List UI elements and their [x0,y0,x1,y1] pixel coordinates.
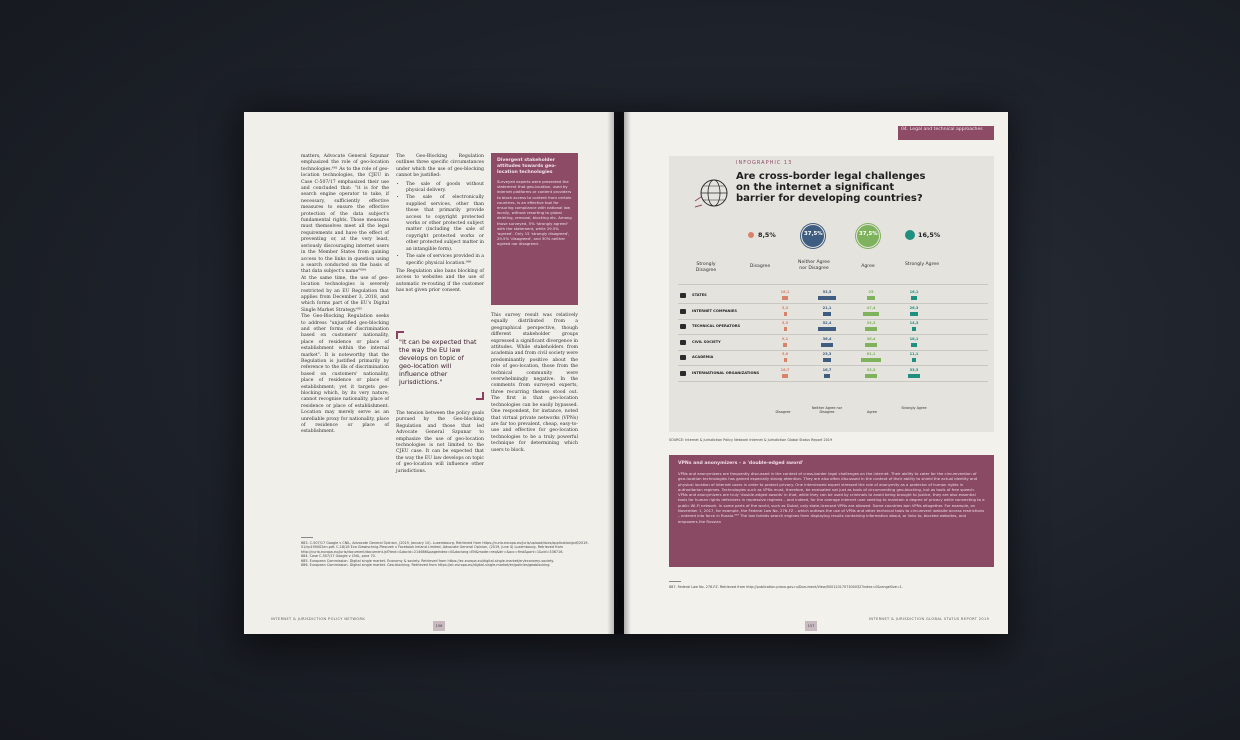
chart-bar [818,327,836,331]
infographic-label: INFOGRAPHIC 13 [736,160,793,166]
summary-strongly-agree: 16,5% [918,231,941,239]
footnote: 684. Case C-507/17 Google v CNIL, para 70. [301,554,376,559]
pull-quote: "It can be expected that the way the EU law develops on topic of geo-location will influence other jurisdictions." [399,338,477,386]
list-item: • The sale of goods without physical delivery. [406,182,484,195]
data-label: 53,5 [822,290,832,294]
header-agree: Agree [861,264,875,269]
chart-bar [823,358,831,362]
row-divider [678,381,988,382]
chart-bar [865,327,876,331]
row-divider [678,303,988,304]
summary-disagree: 8,5% [758,231,776,239]
sidebox-body: Surveyed experts were presented the statement that geo-location, used by internet platforms or content providers to block access to content from certain countries, is an effective tool for ensuring compliance with national law locally, without resorting to global deleting, removal, blocking etc. Among those surveyed, 5% 'strongly agreed' with the statement, while 29.5% 'agreed'. Only 15 'strongly disagreed', 29.5% 'disagreed', and 30% neither agreed nor disagreed. [497,179,572,247]
row-icon [680,293,686,298]
paragraph: matters, Advocate General Szpunar emphasized the role of geo-location technologies.⁶⁸¹ As to the role of geo-location technologies, the CJEU in Case C-507/17 emphasized their use and concluded that: "it is for the search engine operator to take, if necessary, sufficiently effective measures to ensure the effective protection of the data subject's fundamental rights. Those measures must themselves meet all the legal requirements and have the effect of preventing or, at the very least, seriously discouraging internet users in the Member States from gaining access to the links in question using a search conducted on the basis of that data subject's name"⁶⁸⁴ [301,154,389,275]
chart-bar [818,296,836,300]
vpn-box-body: VPNs and anonymizers are frequently discussed in the context of cross-border legal challenges on the internet. Their ability to cater for the circumvention of geo-location technologies has gained especially strong attention. They are also often discussed in the context of their ability to shield the actual identity and physical location of internet users in order to protect privacy. One interviewed expert stressed the role of anonymity as a protector of human rights in authoritarian regimes. Technologies such as VPNs must, therefore, be evaluated not just as tools of circumventing geo-blocking, but as tools of free speech. VPNs and anonymizers are truly 'double-edged swords' in that, while they can be used by criminals to avoid being brought to justice, they are also essential tools for human rights defenders in repressive regimes – and indeed, for the average internet user seeking to maintain a degree of privacy while connecting to a public Wi-Fi network. In some parts of the world, such as Dubai, only state-licensed VPNs are allowed. Some countries ban VPNs altogether. For example, on November 1, 2017, for example, the Federal Law No. 276-FZ – which outlaws the use of VPNs and other technical tools to circumvent website access restrictions – entered into force in Russia.⁶⁸⁷ The law forbids search engines from displaying results containing information about, or links to, blocked websites, and empowers the Russian [678,471,985,524]
chart-bar [912,358,916,362]
chart-bar [823,312,830,316]
bottom-label-disagree: Disagree [775,410,791,414]
stakeholder-sidebox [491,153,578,305]
data-label: 21,1 [822,305,832,310]
data-label: 9,1 [781,336,789,341]
row-divider [678,319,988,320]
table-divider [678,284,988,285]
data-label: 16,1 [780,290,790,294]
chart-bar [824,374,830,378]
row-label: ACADEMIA [692,355,714,360]
paragraph: The Geo-Blocking Regulation seeks to address "unjustified geo-blocking and other forms of discrimination based on customers' nationality, place of residence or place of establishment within the internal market". It is noteworthy that the Regulation is justified primarily by reference to the ills of discrimination based on customers' nationality, place of residence or place of establishment; yet it targets geo-blocking which, by its very nature, cannot recognise nationality, place of residence or place of establishment. Location may merely serve as an unreliable proxy for nationality, place of residence or place of establishment. [301,314,389,435]
data-label: 61,1 [866,352,876,357]
bullet-list [396,182,484,267]
running-head-left: INTERNET & JURISDICTION POLICY NETWORK [271,617,366,621]
row-label: CIVIL SOCIETY [692,339,721,344]
data-label: 33,3 [866,321,876,326]
row-icon [680,371,686,376]
chart-bar [821,343,833,347]
chart-bar [863,312,879,316]
vpn-box [669,455,994,567]
infographic-source: SOURCE: Internet & Jurisdiction Policy Network Internet & Jurisdiction Global Status Report 2019 [669,438,833,442]
chart-bar [865,343,877,347]
row-icon [680,309,686,314]
chart-bar [912,327,917,331]
left-column-1 [301,154,389,436]
paragraph: At the same time, the use of geo-location technologies is severely restricted by an EU Regulation that applies from December 3, 2018, and which forms part of the EU's Digital Single Market Strategy.⁶⁸⁵ [301,275,389,313]
header-strongly-agree: Strongly Agree [904,262,940,267]
footnote: 686. European Commission. Digital single market. Geo-blocking. Retrieved from https://ec.europa.eu/digital-single-market/en/policies/geoblocking. [301,563,551,568]
quote-mark-close [476,392,484,400]
footnotes [301,541,591,567]
row-label: INTERNET COMPANIES [692,308,737,313]
running-head-right: INTERNET & JURISDICTION GLOBAL STATUS REPORT 2019 [869,617,990,621]
summary-dot-disagree [748,232,754,238]
chart-bar [782,296,787,300]
row-icon [680,340,686,345]
header-neither: Neither Agree nor Disagree [798,260,830,271]
footnote-rule [669,581,681,582]
data-label: 11,1 [909,352,919,357]
data-label: 26,3 [909,305,919,310]
summary-dot-strongly-agree [905,230,915,240]
chart-bar [861,358,882,362]
chart-bar [783,343,786,347]
vpn-box-title: VPNs and anonymizers – a 'double-edged sword' [678,461,804,466]
chart-bar [908,374,919,378]
left-column-3 [491,313,578,454]
bottom-label-neither: Neither Agree nor Disagree [811,406,843,415]
list-item: • The sale of services provided in a specific physical location.⁶⁸⁶ [406,254,484,267]
data-label: 23,3 [822,352,832,357]
row-divider [678,334,988,335]
page-number-left: 156 [433,621,445,631]
chart-bar [782,374,788,378]
data-label: 36,4 [822,336,832,341]
data-label: 33,3 [909,368,919,372]
data-label: 47,4 [866,305,876,310]
paragraph: This survey result was relatively equally distributed from a geographical perspective, though different stakeholder groups expressed a significant divergence in attitudes. While stakeholders from academia and from civil society were predominantly positive about the role of geo-location, those from the technical community were overwhelmingly negative. In the comments from surveyed experts, three recurring themes stood out. The first is that geo-location technologies can be easily bypassed. One respondent, for instance, noted that virtual private networks (VPNs) are far too prevalent, cheap, easy-to-use and effective for geo-location technologies to be a truly powerful technique for determining which users to block. [491,313,578,453]
data-label: 25 [868,290,874,294]
data-label: 16,1 [909,290,919,294]
chart-bar [784,312,787,316]
left-column-2-bottom [396,411,484,475]
footnote-rule [301,537,313,538]
footnote: 683. C-507/17 Google v CNIL, Advocate General Opinion, (2019, January 10). Luxembourg. Retrieved from https://curia.europa.eu/juris/upload/docs/application/pdf/2019-01/cp190002en.pdf. C-18/18 Eva Glawischnig-Piesczek v Facebook Ireland Limited, Advocate General Opinion, (2019, June 4) Luxembourg. Retrieved from http://curia.europa.eu/juris/document/document.jsf?text=&docid=214686&pageIndex=0&doclang=EN&mode=req&dir=&occ=first&part=1&cid=336716. [301,541,589,554]
data-label: 33,3 [866,368,876,372]
data-label: 5,5 [781,321,789,326]
row-label: INTERNATIONAL ORGANIZATIONS [692,371,760,375]
header-strongly-disagree: Strongly Disagree [695,262,717,273]
data-label: 18,1 [909,336,919,341]
chart-bar [784,327,787,331]
book-gutter [607,112,631,634]
row-divider [678,365,988,366]
footnote: 685. European Commission. Digital single market. Economy & society. Retrieved from https://ec.europa.eu/digital-single-market/en/economy-society. [301,558,555,563]
paragraph: The tension between the policy goals pursued by the Geo-blocking Regulation and those that led Advocate General Szpunar to emphasize the use of geo-location technologies is not limited to the CJEU case. It can be expected that the way the EU law develops on topic of geo-location will influence other jurisdictions. [396,411,484,474]
row-divider [678,350,988,351]
paragraph: The Geo-Blocking Regulation outlines three specific circumstances under which the use of geo-blocking cannot be justified: [396,154,484,179]
row-icon [680,324,686,329]
summary-agree: 37,5% [859,231,878,237]
infographic-title: Are cross-border legal challenges on the internet a significant barrier for developing countries? [736,171,926,204]
row-label: TECHNICAL OPERATORS [692,324,741,329]
row-label: STATES [692,293,707,297]
paragraph: The Regulation also bans blocking of access to websites and the use of automatic re-routing if the customer has not given prior consent. [396,268,484,294]
data-label: 5,3 [781,305,789,310]
data-label: 52,4 [822,321,832,326]
chart-bar [867,296,876,300]
list-item: • The sale of electronically supplied services, other than those that primarily provide access to copyright protected works or other protected subject matter (including the sale of copyright protected works or other protected subject matter in an intangible form). [406,195,484,253]
chart-bar [911,343,917,347]
bottom-label-strongly-agree: Strongly Agree [901,406,927,410]
page-number-right: 157 [805,621,817,631]
row-icon [680,355,686,360]
data-label: 5,6 [781,352,789,357]
header-disagree: Disagree [749,264,771,269]
section-tag: 04. Legal and technical approaches [898,126,994,140]
data-label: 16,7 [780,368,790,372]
data-label: 14,3 [909,321,919,326]
chart-bar [911,296,916,300]
footnote: 687. Federal Law No. 276-FZ. Retrieved from http://publication.pravo.gov.ru/Document/View/0001201707300032?index=0&rangeSize=1. [669,585,903,589]
sidebox-title: Divergent stakeholder attitudes towards geo-location technologies [497,158,557,175]
chart-bar [784,358,787,362]
data-label: 36,4 [866,336,876,341]
bottom-label-agree: Agree [867,410,877,414]
globe-icon [689,173,731,215]
chart-bar [910,312,919,316]
summary-neither: 37,5% [804,231,823,237]
chart-bar [865,374,876,378]
left-column-2 [396,154,484,295]
data-label: 16,7 [822,368,832,372]
